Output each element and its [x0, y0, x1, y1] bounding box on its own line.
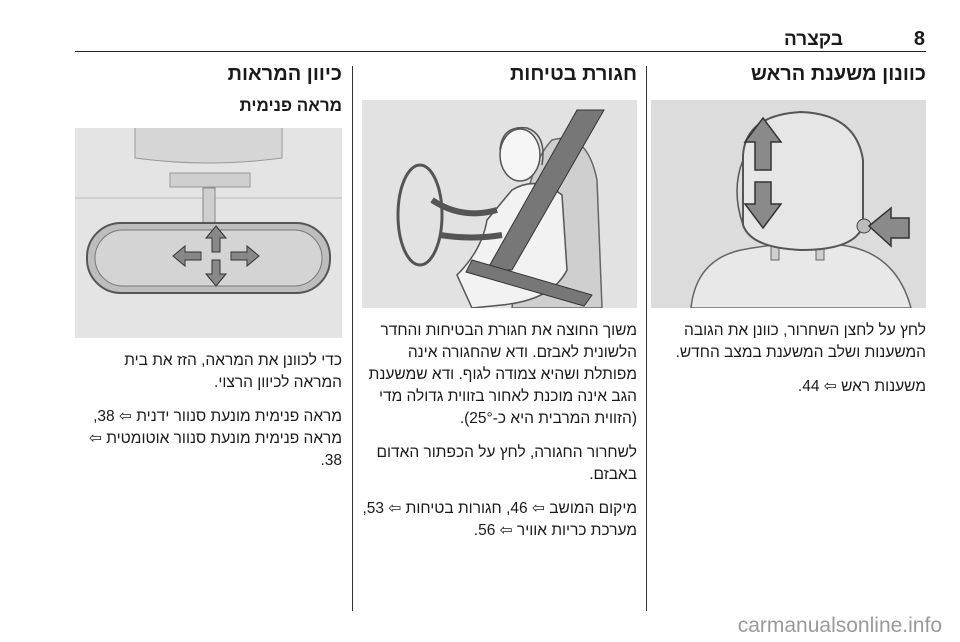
mirrors-title: כיוון המראות	[227, 63, 342, 85]
mirrors-subtitle: מראה פנימית	[239, 96, 342, 115]
seatbelt-title: חגורת בטיחות	[509, 63, 637, 85]
column-headrest	[651, 60, 926, 408]
page-number: 8	[913, 28, 925, 50]
mirror-illustration	[75, 128, 342, 338]
mirrors-paragraph-1: כדי לכוונן את המראה, הזז את בית המראה לכיוון הרצוי.	[124, 352, 342, 391]
page-header	[75, 22, 925, 52]
mirrors-paragraph-2: מראה פנימית מונעת סנוור ידנית ⇦ 38, מראה פנימית מונעת סנוור אוטומטית ⇦ 38.	[88, 408, 342, 469]
header-rule	[75, 51, 926, 52]
seatbelt-paragraph-1: משוך החוצה את חגורת הבטיחות והחדר הלשונית לאבזם. ודא שהחגורה אינה מפותלת ושהיא צמודה לגוף. ודא שמשענת הגב אינה מוכנת לאחור בזווית גדולה מדי (הזווית המרבית היא כ-25°).	[368, 322, 637, 427]
seatbelt-illustration	[362, 100, 637, 308]
headrest-paragraph-1: לחץ על לחצן השחרור, כוונן את הגובה המשענות ושלב המשענת במצב החדש.	[675, 322, 926, 361]
column-mirrors	[75, 60, 342, 482]
headrest-title: כוונון משענת הראש	[750, 63, 926, 85]
seatbelt-paragraph-3: מיקום המושב ⇦ 46, חגורות בטיחות ⇦ 53, מערכת כריות אוויר ⇦ 56.	[362, 500, 637, 539]
headrest-illustration	[651, 100, 926, 308]
section-name: בקצרה	[784, 29, 843, 50]
seatbelt-paragraph-2: לשחרור החגורה, לחץ על הכפתור האדום באבזם.	[376, 444, 637, 483]
column-divider-left	[352, 66, 353, 611]
column-seatbelt	[362, 60, 637, 552]
headrest-paragraph-2: משענות ראש ⇦ 44.	[797, 378, 926, 395]
column-divider-right	[646, 66, 647, 611]
watermark: carmanualsonline.info	[737, 614, 942, 637]
